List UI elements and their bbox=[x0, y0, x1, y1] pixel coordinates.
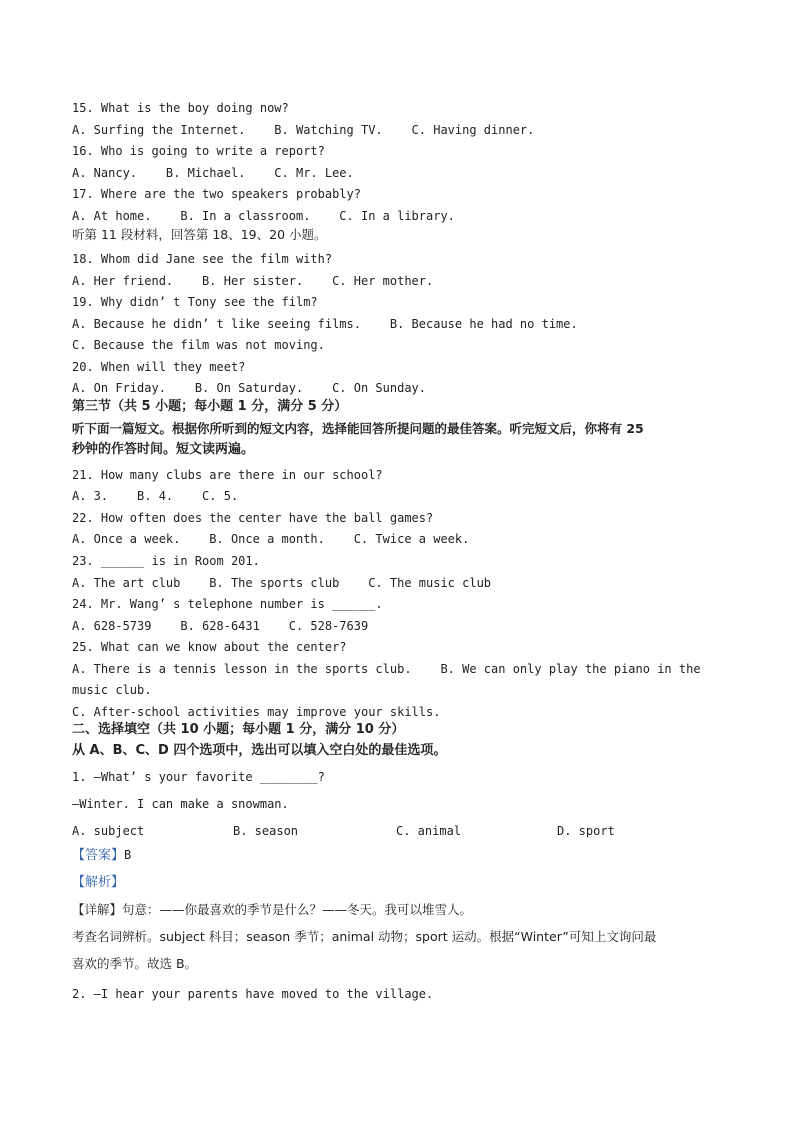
part-2-question-2: 2. —I hear your parents have moved to the village. bbox=[72, 987, 434, 1001]
question-20-options: A. On Friday. B. On Saturday. C. On Sunday. bbox=[72, 381, 427, 395]
question-25: 25. What can we know about the center? bbox=[72, 640, 347, 654]
segment-11-instruction: 听第 11 段材料，回答第 18、19、20 小题。 bbox=[72, 227, 327, 242]
part-2-question-1-reply: —Winter. I can make a snowman. bbox=[72, 797, 289, 811]
answer-line bbox=[72, 847, 131, 864]
question-19: 19. Why didn’ t Tony see the film? bbox=[72, 295, 318, 309]
analysis-tag: 【解析】 bbox=[72, 875, 125, 890]
part-2-title: 二、选择填空（共 10 小题；每小题 1 分，满分 10 分） bbox=[72, 722, 405, 737]
option-a: A. subject bbox=[72, 824, 145, 838]
question-25-option-c: C. After-school activities may improve your skills. bbox=[72, 705, 441, 719]
question-17: 17. Where are the two speakers probably? bbox=[72, 187, 361, 201]
explanation-line-2: 喜欢的季节。故选 B。 bbox=[72, 956, 198, 971]
section-3-title: 第三节（共 5 小题；每小题 1 分，满分 5 分） bbox=[72, 399, 348, 414]
question-22-options: A. Once a week. B. Once a month. C. Twice a week. bbox=[72, 532, 470, 546]
part-2-question-1: 1. —What’ s your favorite ________? bbox=[72, 770, 325, 784]
question-15: 15. What is the boy doing now? bbox=[72, 101, 289, 115]
question-24: 24. Mr. Wang’ s telephone number is ______. bbox=[72, 597, 383, 611]
question-25-options-line-2: music club. bbox=[72, 683, 152, 697]
detail-line: 【详解】句意：——你最喜欢的季节是什么？——冬天。我可以堆雪人。 bbox=[72, 902, 473, 917]
section-3-instruction-line-1: 听下面一篇短文。根据你所听到的短文内容，选择能回答所提问题的最佳答案。听完短文后，你将有 25 bbox=[72, 421, 644, 436]
analysis-line bbox=[72, 874, 124, 891]
question-18-options: A. Her friend. B. Her sister. C. Her mother. bbox=[72, 274, 434, 288]
question-15-options: A. Surfing the Internet. B. Watching TV. C. Having dinner. bbox=[72, 123, 535, 137]
question-19-options: A. Because he didn’ t like seeing films. B. Because he had no time. bbox=[72, 317, 578, 331]
question-22: 22. How often does the center have the ball games? bbox=[72, 511, 434, 525]
option-c: C. animal bbox=[396, 824, 462, 838]
question-17-options: A. At home. B. In a classroom. C. In a library. bbox=[72, 209, 455, 223]
option-d: D. sport bbox=[557, 824, 615, 838]
question-25-options-line-1: A. There is a tennis lesson in the sports club. B. We can only play the piano in the bbox=[72, 662, 701, 676]
question-16-options: A. Nancy. B. Michael. C. Mr. Lee. bbox=[72, 166, 354, 180]
question-24-options: A. 628-5739 B. 628-6431 C. 528-7639 bbox=[72, 619, 369, 633]
question-21: 21. How many clubs are there in our school? bbox=[72, 468, 383, 482]
question-19-option-c: C. Because the film was not moving. bbox=[72, 338, 325, 352]
question-20: 20. When will they meet? bbox=[72, 360, 246, 374]
question-18: 18. Whom did Jane see the film with? bbox=[72, 252, 333, 266]
option-b: B. season bbox=[233, 824, 299, 838]
question-23: 23. ______ is in Room 201. bbox=[72, 554, 260, 568]
explanation-line-1: 考查名词辨析。subject 科目；season 季节；animal 动物；sport 运动。根据“Winter”可知上文询问最 bbox=[72, 929, 657, 944]
part-2-instruction: 从 A、B、C、D 四个选项中，选出可以填入空白处的最佳选项。 bbox=[72, 743, 447, 758]
question-23-options: A. The art club B. The sports club C. The music club bbox=[72, 576, 492, 590]
question-21-options: A. 3. B. 4. C. 5. bbox=[72, 489, 239, 503]
question-16: 16. Who is going to write a report? bbox=[72, 144, 325, 158]
answer-value: B bbox=[124, 848, 132, 862]
answer-tag: 【答案】 bbox=[72, 848, 125, 863]
section-3-instruction-line-2: 秒钟的作答时间。短文读两遍。 bbox=[72, 442, 255, 457]
